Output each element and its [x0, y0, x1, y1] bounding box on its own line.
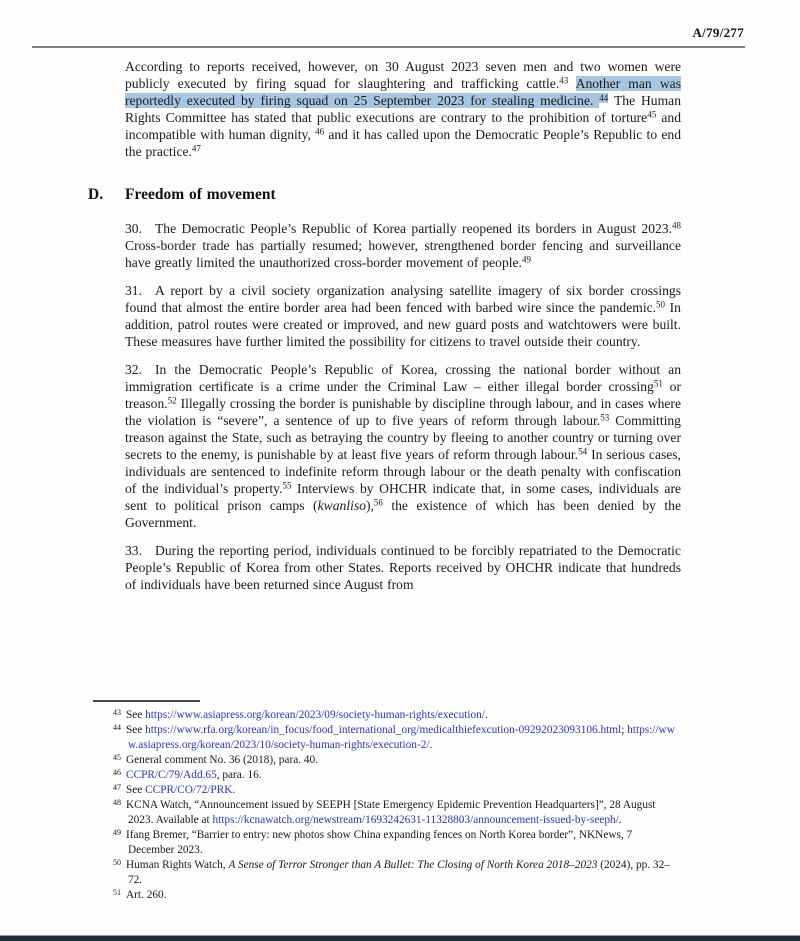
text-segment — [568, 76, 575, 91]
hyperlink[interactable]: https://www.rfa.org/korean/in_focus/food_international_org/medicalthiefexcution-09292023093106.html — [145, 724, 622, 736]
footnote-ref: 45 — [647, 109, 657, 120]
paragraph-number: 30. — [125, 221, 142, 236]
text-segment: KCNA Watch, “Announcement issued by SEEPH [State Emergency Epidemic Prevention Headquarters]”, 28 August 2023. Available at — [126, 799, 656, 826]
footnote-47 — [113, 783, 680, 798]
footnote-text — [126, 799, 656, 826]
italic-text: A Sense of Terror Stronger than A Bullet: The Closing of North Korea 2018–2023 — [228, 859, 598, 871]
highlighted-text: Another man was reportedly executed by firing squad on 25 September 2023 for stealing medicine. — [125, 76, 681, 108]
intro-paragraph — [125, 58, 681, 160]
footnote-43 — [113, 708, 680, 723]
footnote-50 — [113, 858, 680, 888]
hyperlink[interactable]: https://kcnawatch.org/newstream/1693242631-11328803/announcement-issued-by-seeph/ — [212, 814, 619, 826]
paragraph-31 — [125, 282, 681, 350]
footnote-ref: 46 — [315, 126, 325, 137]
footnote-51 — [113, 888, 680, 903]
text-segment: Cross-border trade has partially resumed; however, strengthened border fencing and surveillance have greatly limited the unauthorized cross-border movement of people. — [125, 238, 681, 270]
italic-text: kwanliso — [317, 498, 366, 513]
footnote-number: 47 — [113, 782, 121, 792]
hyperlink[interactable]: https://www.asiapress.org/korean/2023/09/society-human-rights/execution/ — [145, 709, 485, 721]
footnotes-section — [113, 708, 680, 903]
footnote-ref: 55 — [282, 480, 292, 491]
text-segment: The Democratic People’s Republic of Korea partially reopened its borders in August 2023. — [155, 221, 672, 236]
text-segment: In the Democratic People’s Republic of Korea, crossing the national border without an immigration certificate is a crime under the Criminal Law – either illegal border crossing — [125, 362, 681, 394]
text-segment: In addition, patrol routes were created or improved, and new guard posts and watchtowers were built. These measures have further limited the possibility for citizens to travel outside their country. — [125, 300, 681, 349]
footnote-46 — [113, 768, 680, 783]
text-segment: . — [618, 814, 622, 826]
footnote-ref: 51 — [653, 378, 663, 389]
paragraph-number: 33. — [125, 543, 142, 558]
paragraph-number: 31. — [125, 283, 142, 298]
text-segment: ), — [365, 498, 374, 513]
text-segment: Ifang Bremer, “Barrier to entry: new photos show China expanding fences on North Korea border”, NKNews, 7 December 2023. — [126, 829, 633, 856]
text-segment: and incompatible with human dignity, — [125, 110, 681, 142]
footnote-45 — [113, 753, 680, 768]
text-segment: . — [429, 739, 433, 751]
hyperlink[interactable]: https://www.asiapress.org/korean/2023/10/society-human-rights/execution-2/ — [128, 724, 675, 751]
text-segment: Interviews by OHCHR indicate that, in some cases, individuals are sent to political prison camps ( — [125, 481, 682, 513]
text-segment: The Human Rights Committee has stated that public executions are contrary to the prohibition of torture — [125, 93, 681, 125]
footnote-text — [126, 859, 670, 886]
text-segment: the existence of which has been denied by the Government. — [125, 498, 682, 530]
text-segment: See — [126, 724, 146, 736]
footnote-48 — [113, 798, 680, 828]
footnote-number: 50 — [113, 857, 121, 867]
text-segment: General comment No. 36 (2018), para. 40. — [126, 754, 318, 766]
paragraph-text — [125, 543, 681, 592]
text-segment: . — [484, 709, 488, 721]
text-segment: Art. 260. — [126, 889, 167, 901]
paragraph-text — [125, 283, 681, 349]
paragraph-number: 32. — [125, 362, 142, 377]
paragraph-text — [125, 59, 681, 159]
text-segment: In serious cases, individuals are sentenced to indefinite reform through labour or the death penalty with confiscation of the individual’s property. — [125, 447, 681, 496]
footnote-text — [126, 769, 262, 781]
footnote-text — [126, 889, 166, 901]
footnote-49 — [113, 828, 680, 858]
text-segment: A report by a civil society organization analysing satellite imagery of six border crossings found that almost the entire border area had been fenced with barbed wire since the pandemic. — [125, 283, 681, 315]
text-segment: . — [232, 784, 236, 796]
text-segment: During the reporting period, individuals continued to be forcibly repatriated to the Democratic People’s Republic of Korea from other States. Reports received by OHCHR indicate that hundreds of individuals have been returned since August from — [125, 543, 681, 592]
footnote-number: 46 — [113, 767, 121, 777]
text-segment: According to reports received, however, on 30 August 2023 seven men and two women were publicly executed by firing squad for slaughtering and trafficking cattle. — [125, 59, 681, 91]
section-letter: D. — [88, 186, 104, 203]
footnote-number: 51 — [113, 887, 121, 897]
footnote-number: 44 — [113, 722, 121, 732]
footnote-separator — [93, 700, 200, 702]
document-body — [88, 58, 682, 604]
text-segment: Illegally crossing the border is punishable by discipline through labour, and in cases where the violation is “severe”, a sentence of up to five years of reform through labour. — [125, 396, 681, 428]
text-segment: See — [126, 709, 146, 721]
header-rule — [32, 46, 745, 48]
footnote-ref: 54 — [578, 446, 588, 457]
text-segment: Committing treason against the State, such as betraying the country by fleeing to another country or turning over secrets to the enemy, is punishable by at least five years of reform through labour. — [125, 413, 681, 462]
footnote-number: 49 — [113, 827, 121, 837]
hyperlink[interactable]: CCPR/CO/72/PRK — [145, 784, 233, 796]
paragraph-32 — [125, 361, 681, 531]
section-heading — [88, 186, 681, 203]
footnote-text — [126, 754, 318, 766]
footnote-ref: 43 — [559, 75, 569, 86]
footnote-text — [126, 709, 488, 721]
footnote-text — [126, 829, 632, 856]
footnote-ref: 53 — [600, 412, 610, 423]
hyperlink[interactable]: CCPR/C/79/Add.65 — [126, 769, 217, 781]
text-segment: (2024), pp. 32–72. — [128, 859, 670, 886]
footnote-number: 48 — [113, 797, 121, 807]
paragraph-text — [125, 221, 681, 270]
footnote-text — [126, 784, 235, 796]
footnote-number: 45 — [113, 752, 121, 762]
footnote-44 — [113, 723, 680, 753]
paragraph-30 — [125, 220, 681, 271]
text-segment: and it has called upon the Democratic People’s Republic to end the practice. — [125, 127, 681, 159]
text-segment: , para. 16. — [216, 769, 262, 781]
footnote-number: 43 — [113, 707, 121, 717]
text-segment: Human Rights Watch, — [126, 859, 229, 871]
section-title: Freedom of movement — [125, 186, 276, 203]
paragraph-text — [125, 362, 681, 530]
highlighted-footnote-ref: 44 — [599, 92, 609, 103]
text-segment: or treason. — [125, 379, 681, 411]
footnote-ref: 50 — [656, 299, 666, 310]
footnote-ref: 47 — [191, 143, 201, 154]
text-segment: See — [126, 784, 146, 796]
footnote-ref: 48 — [672, 220, 681, 231]
text-segment: ; — [621, 724, 628, 736]
doc-number: A/79/277 — [692, 25, 744, 40]
window-bottom-edge — [0, 935, 800, 941]
footnote-text — [126, 724, 675, 751]
paragraph-33 — [125, 542, 681, 593]
footnote-ref: 52 — [167, 395, 177, 406]
footnote-ref: 56 — [373, 497, 383, 508]
footnote-ref: 49 — [521, 254, 531, 265]
